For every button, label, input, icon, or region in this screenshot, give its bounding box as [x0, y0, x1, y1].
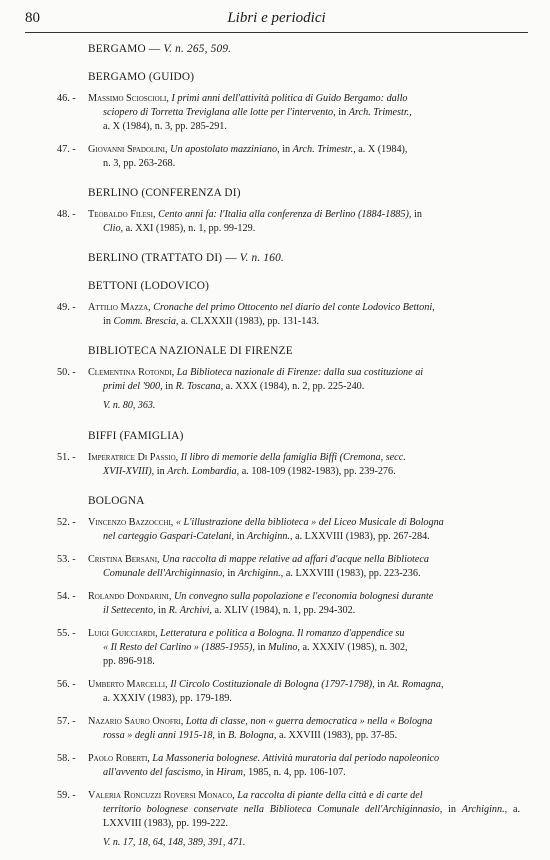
entry-author: Vincenzo Bazzocchi, — [88, 517, 174, 528]
entry-author: Nazario Sauro Onofri, — [88, 716, 184, 727]
entry-title: Cento anni fa: l'Italia alla conferenza di Berlino (1884-1885), — [158, 209, 412, 220]
entry-title-continued: nel carteggio Gaspari-Catelani, — [103, 531, 235, 542]
entry-title: I primi anni dell'attività politica di Guido Bergamo: dallo — [171, 93, 408, 104]
entry-details: 1985, n. 4, pp. 106-107. — [248, 767, 346, 778]
entry-title-continued: rossa » degli anni 1915-18, — [103, 730, 215, 741]
entry-title: La Massoneria bolognese. Attività muratoria dal periodo napoleonico — [152, 753, 440, 764]
cross-reference: V. n. 265, 509. — [163, 43, 232, 55]
bibliography-entry: 50. - Clementina Rotondi, La Biblioteca nazionale di Firenze: dalla sua costituzione ai primi del '900, in R. Toscana, a. XXX (1984), n. 2, pp. 225-240. — [57, 367, 424, 392]
entry-details: a. CLXXXII (1983), pp. 131-143. — [181, 316, 320, 327]
bibliography — [0, 42, 550, 860]
entry-author: Attilio Mazza, — [88, 302, 151, 313]
page-header — [25, 10, 528, 33]
entry-number: 59. - — [57, 790, 76, 801]
entry-title-continued: il Settecento, — [103, 605, 156, 616]
bibliography-entry: 53. - Cristina Bersani, Una raccolta di mappe relative ad affari d'acque nella Biblioteca Comunale dell'Archiginnasio, in Archiginn., a. LXXVIII (1983), pp. 223-236. — [57, 554, 430, 579]
entry-title-continued: sciopero di Torretta Treviglana alle lotte per l'intervento, — [103, 107, 336, 118]
entry-details: a. 108-109 (1982-1983), pp. 239-276. — [241, 466, 396, 477]
entry-title: Un convegno sulla popolazione e l'economia bolognesi durante — [173, 591, 434, 602]
entry-details: a. XLIV (1984), n. 1, pp. 294-302. — [214, 605, 356, 616]
entry-title-continued: territorio bolognese conservate nella Biblioteca Comunale dell'Archiginnasio, — [103, 804, 443, 815]
entry-author: Valeria Roncuzzi Roversi Monaco, — [88, 790, 235, 801]
bibliography-entry: 57. - Nazario Sauro Onofri, Lotta di classe, non « guerra democratica » nella « Bologna rossa » degli anni 1915-18, in B. Bologna, a. XXVIII (1983), pp. 37-85. — [57, 716, 433, 741]
entry-author: Rolando Dondarini, — [88, 591, 172, 602]
entry-details: a. X (1984), — [358, 144, 408, 155]
entry-details: n. 3, pp. 263-268. — [103, 158, 176, 169]
entry-author: Clementina Rotondi, — [88, 367, 175, 378]
entry-number: 54. - — [57, 591, 76, 602]
bibliography-entry: 58. - Paolo Roberti, La Massoneria bolognese. Attività muratoria dal periodo napoleonico all'avvento del fascismo, in Hiram, 1985, n. 4, pp. 106-107. — [57, 753, 440, 778]
cross-reference: V. n. 160. — [239, 252, 284, 264]
entry-number: 52. - — [57, 517, 76, 528]
entry-author: Imperatrice Di Passio, — [88, 452, 179, 463]
entry-details: a. XXXIV (1983), pp. 179-189. — [103, 693, 232, 704]
entry-author: Massimo Scioscioli, — [88, 93, 169, 104]
entry-title: Il libro di memorie della famiglia Biffi (Cremona, secc. — [180, 452, 406, 463]
entry-details: a. XXVIII (1983), pp. 37-85. — [278, 730, 398, 741]
bibliography-entry: 59. - Valeria Roncuzzi Roversi Monaco, La raccolta di piante della città e di carte del territorio bolognese conservate nella Biblioteca Comunale dell'Archiginnasio, in Archiginn., a. LXXVIII (1983), pp. 199-222. — [57, 790, 521, 829]
entry-journal: At. Romagna, — [387, 679, 444, 690]
bibliography-entry: 47. - Giovanni Spadolini, Un apostolato mazziniano, in Arch. Trimestr., a. X (1984), n. 3, pp. 263-268. — [88, 143, 520, 171]
section-heading: BERGAMO — V. n. 265, 509. — [88, 43, 232, 55]
running-title: Libri e periodici — [227, 10, 326, 26]
entry-journal: Archiginn., — [247, 531, 293, 542]
see-also-reference: V. n. 17, 18, 64, 148, 389, 391, 471. — [103, 837, 246, 848]
entry-journal: Archiginn., — [461, 804, 508, 815]
entry-title-continued: all'avvento del fascismo, — [103, 767, 204, 778]
entry-number: 56. - — [57, 679, 76, 690]
entry-number: 47. - — [57, 144, 76, 155]
entry-title-continued: Comunale dell'Archiginnasio, — [103, 568, 225, 579]
entry-details: a. LXXVIII (1983), pp. 267-284. — [295, 531, 430, 542]
entry-journal: Archiginn., — [237, 568, 284, 579]
section-heading: BERLINO (CONFERENZA DI) — [88, 187, 241, 199]
entry-details: pp. 896-918. — [103, 656, 155, 667]
page-number: 80 — [25, 10, 40, 26]
entry-title: « L'illustrazione della biblioteca » del Liceo Musicale di Bologna — [175, 517, 444, 528]
entry-journal: Hiram, — [216, 767, 246, 778]
bibliography-entry: 48. - Teobaldo Filesi, Cento anni fa: l'Italia alla conferenza di Berlino (1884-1885), in Clio, a. XXI (1985), n. 1, pp. 99-129. — [57, 209, 422, 234]
entry-number: 51. - — [57, 452, 76, 463]
bibliography-entry: 56. - Umberto Marcelli, Il Circolo Costituzionale di Bologna (1797-1798), in At. Romagna, a. XXXIV (1983), pp. 179-189. — [88, 678, 520, 706]
bibliography-entry: 51. - Imperatrice Di Passio, Il libro di memorie della famiglia Biffi (Cremona, secc. XVII-XVIII), in Arch. Lombardia, a. 108-109 (1982-1983), pp. 239-276. — [57, 452, 406, 477]
entry-title: Una raccolta di mappe relative ad affari d'acque nella Biblioteca — [162, 554, 430, 565]
entry-number: 58. - — [57, 753, 76, 764]
entry-number: 50. - — [57, 367, 76, 378]
entry-title: La raccolta di piante della città e di carte del — [237, 790, 423, 801]
bibliography-entry: 52. - Vincenzo Bazzocchi, « L'illustrazione della biblioteca » del Liceo Musicale di Bologna nel carteggio Gaspari-Catelani, in Archiginn., a. LXXVIII (1983), pp. 267-284. — [57, 517, 444, 542]
bibliography-entry: 55. - Luigi Guicciardi, Letteratura e politica a Bologna. Il romanzo d'appendice su « Il Resto del Carlino » (1885-1955), in Mulino, a. XXXIV (1985), n. 302, pp. 896-918. — [57, 628, 408, 667]
entry-title: Cronache del primo Ottocento nel diario del conte Lodovico Bettoni, — [153, 302, 435, 313]
entry-number: 53. - — [57, 554, 76, 565]
entry-title: Il Circolo Costituzionale di Bologna (1797-1798), — [170, 679, 375, 690]
section-heading: BOLOGNA — [88, 495, 145, 507]
entry-number: 55. - — [57, 628, 76, 639]
entry-journal: Mulino, — [267, 642, 300, 653]
entry-author: Cristina Bersani, — [88, 554, 160, 565]
entry-number: 48. - — [57, 209, 76, 220]
entry-journal: Comm. Brescia, — [113, 316, 179, 327]
entry-author: Paolo Roberti, — [88, 753, 150, 764]
entry-details: a. XXXIV (1985), n. 302, — [302, 642, 408, 653]
section-heading: BIFFI (FAMIGLIA) — [88, 430, 184, 442]
entry-author: Teobaldo Filesi, — [88, 209, 156, 220]
entry-author: Umberto Marcelli, — [88, 679, 168, 690]
entry-journal: Clio, — [103, 223, 124, 234]
entry-journal: B. Bologna, — [228, 730, 277, 741]
bibliography-entry: 49. - Attilio Mazza, Cronache del primo Ottocento nel diario del conte Lodovico Bettoni, in Comm. Brescia, a. CLXXXII (1983), pp. 131-143. — [57, 302, 435, 327]
entry-details: a. LXXVIII (1983), pp. 223-236. — [285, 568, 421, 579]
see-also-reference: V. n. 80, 363. — [103, 400, 156, 411]
section-heading: BETTONI (LODOVICO) — [88, 280, 210, 292]
entry-author: Giovanni Spadolini, — [88, 144, 168, 155]
entry-journal: R. Toscana, — [175, 381, 224, 392]
entry-title-continued: « Il Resto del Carlino » (1885-1955), — [103, 642, 255, 653]
entry-journal: Arch. Trimestr., — [348, 107, 412, 118]
entry-title-continued: primi del '900, — [103, 381, 163, 392]
entry-number: 46. - — [57, 93, 76, 104]
bibliography-entry: 46. - Massimo Scioscioli, I primi anni dell'attività politica di Guido Bergamo: dallo sciopero di Torretta Treviglana alle lotte per l'intervento, in Arch. Trimestr., a. X (1984), n. 3, pp. 285-291. — [57, 93, 412, 132]
entry-title-continued: XVII-XVIII), — [103, 466, 155, 477]
entry-title: Letteratura e politica a Bologna. Il romanzo d'appendice su — [160, 628, 405, 639]
entry-details: a. XXI (1985), n. 1, pp. 99-129. — [125, 223, 256, 234]
section-heading: BIBLIOTECA NAZIONALE DI FIRENZE — [88, 345, 293, 357]
entry-journal: R. Archivi, — [168, 605, 212, 616]
entry-journal: Arch. Lombardia, — [167, 466, 240, 477]
entry-title: Lotta di classe, non « guerra democratica » nella « Bologna — [185, 716, 433, 727]
entry-details: a. X (1984), n. 3, pp. 285-291. — [103, 121, 227, 132]
entry-details: a. XXX (1984), n. 2, pp. 225-240. — [225, 381, 365, 392]
section-heading: BERGAMO (GUIDO) — [88, 71, 195, 83]
entry-title: Un apostolato mazziniano, — [170, 144, 280, 155]
bibliography-entry: 54. - Rolando Dondarini, Un convegno sulla popolazione e l'economia bolognesi durante il Settecento, in R. Archivi, a. XLIV (1984), n. 1, pp. 294-302. — [57, 591, 434, 616]
entry-number: 57. - — [57, 716, 76, 727]
entry-journal: Arch. Trimestr., — [292, 144, 356, 155]
section-heading: BERLINO (TRATTATO DI) — V. n. 160. — [88, 252, 284, 264]
entry-title: La Biblioteca nazionale di Firenze: dalla sua costituzione ai — [176, 367, 424, 378]
entry-number: 49. - — [57, 302, 76, 313]
entry-details: a. LXXVIII (1983), pp. 199-222. — [103, 804, 521, 829]
entry-author: Luigi Guicciardi, — [88, 628, 158, 639]
